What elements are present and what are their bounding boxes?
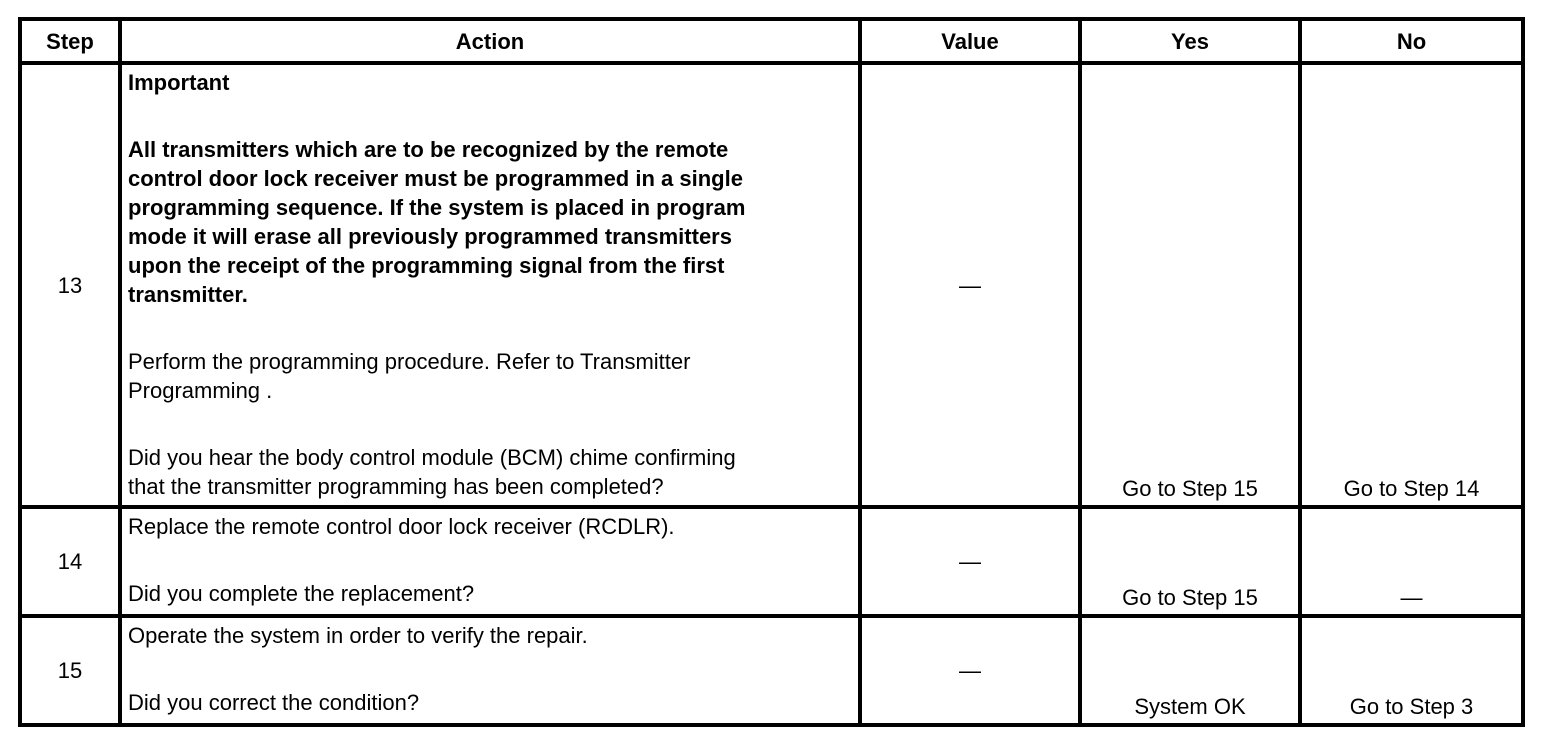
no-cell: Go to Step 3	[1300, 616, 1523, 725]
important-line: upon the receipt of the programming signal from the first	[128, 253, 725, 278]
instruction-line: Replace the remote control door lock receiver (RCDLR).	[128, 514, 675, 539]
yes-cell: System OK	[1080, 616, 1300, 725]
important-label: Important	[128, 70, 230, 95]
instruction-line: Operate the system in order to verify the repair.	[128, 623, 588, 648]
table-row-step-13	[20, 63, 1523, 507]
header-value: Value	[860, 19, 1080, 63]
header-step: Step	[20, 19, 120, 63]
header-action: Action	[120, 19, 860, 63]
no-cell: Go to Step 14	[1300, 63, 1523, 507]
important-line: programming sequence. If the system is placed in program	[128, 195, 746, 220]
step-number: 15	[20, 616, 120, 725]
important-line: transmitter.	[128, 282, 248, 307]
action-cell	[120, 507, 860, 616]
value-cell: —	[860, 507, 1080, 616]
important-line: All transmitters which are to be recognized by the remote	[128, 137, 729, 162]
no-cell: —	[1300, 507, 1523, 616]
action-cell	[120, 63, 860, 507]
instruction-line: Programming .	[128, 378, 273, 403]
value-cell: —	[860, 616, 1080, 725]
action-cell	[120, 616, 860, 725]
question-line: Did you complete the replacement?	[128, 581, 475, 606]
table-row-step-15	[20, 616, 1523, 725]
question-line: that the transmitter programming has been completed?	[128, 474, 664, 499]
instruction-line: Perform the programming procedure. Refer to Transmitter	[128, 349, 691, 374]
table-row-step-14	[20, 507, 1523, 616]
header-yes: Yes	[1080, 19, 1300, 63]
table-header-row	[20, 19, 1523, 63]
value-cell: —	[860, 63, 1080, 507]
important-line: control door lock receiver must be programmed in a single	[128, 166, 743, 191]
diagnostic-table	[18, 17, 1525, 727]
yes-cell: Go to Step 15	[1080, 63, 1300, 507]
question-line: Did you correct the condition?	[128, 690, 420, 715]
header-no: No	[1300, 19, 1523, 63]
yes-cell: Go to Step 15	[1080, 507, 1300, 616]
step-number: 14	[20, 507, 120, 616]
step-number: 13	[20, 63, 120, 507]
important-line: mode it will erase all previously programmed transmitters	[128, 224, 732, 249]
question-line: Did you hear the body control module (BCM) chime confirming	[128, 445, 736, 470]
